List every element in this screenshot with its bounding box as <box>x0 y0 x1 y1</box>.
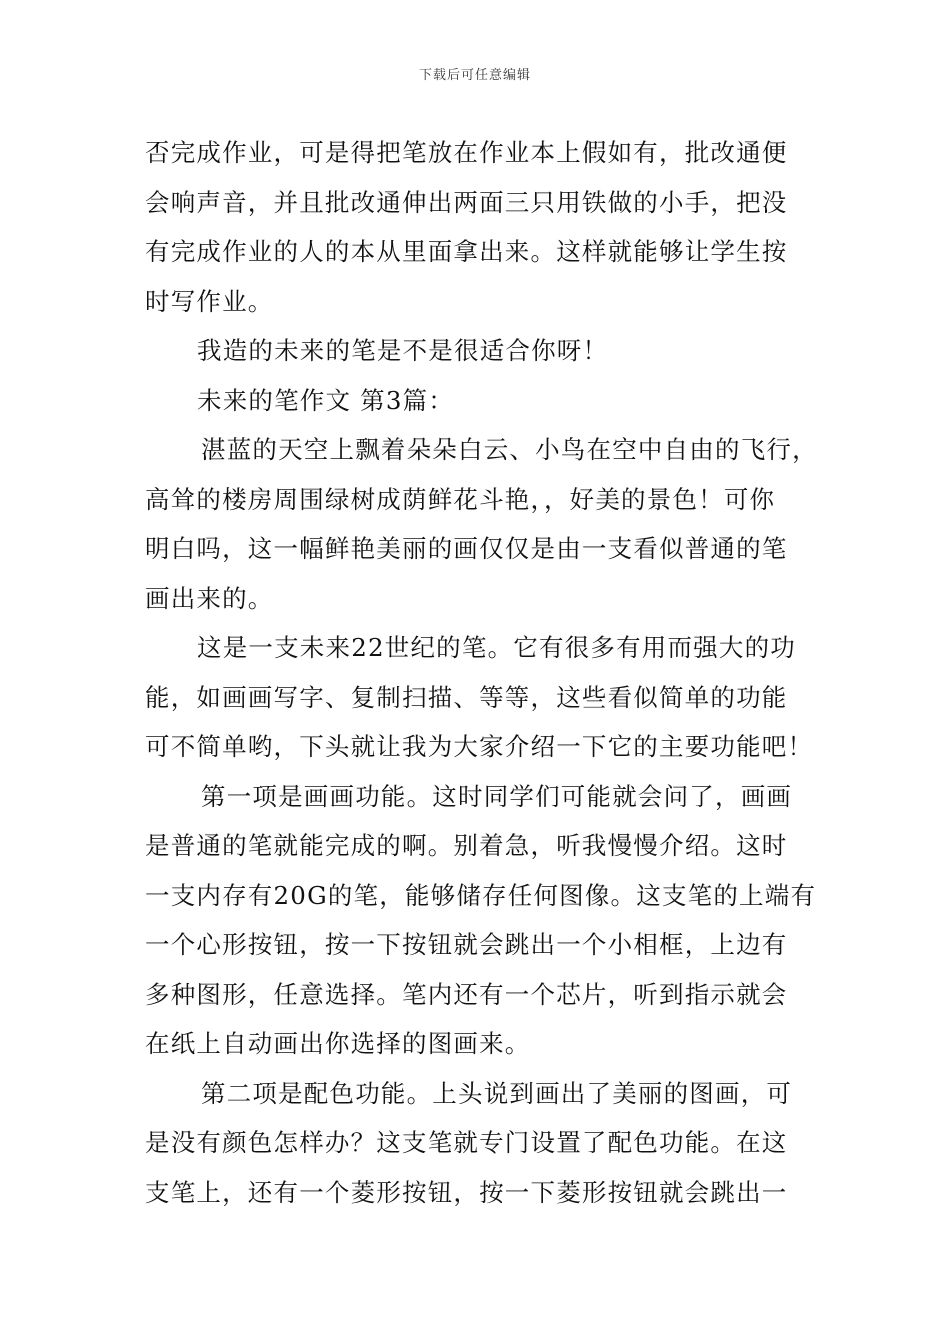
page-header-note: 下载后可任意编辑 <box>418 68 531 83</box>
document-body <box>145 128 818 1217</box>
text-line: 会响声音，并且批改通伸出两面三只用铁做的小手，把没 <box>145 187 788 217</box>
paragraph-start: 这是一支未来22世纪的笔。它有很多有用而强大的功 <box>197 633 796 662</box>
text-line: 时写作业。 <box>145 286 274 316</box>
text-line: 能，如画画写字、复制扫描、等等，这些看似简单的功能 <box>145 682 788 712</box>
paragraph-start: 第一项是画画功能。这时同学们可能就会问了，画画 <box>201 781 793 811</box>
text-line: 有完成作业的人的本从里面拿出来。这样就能够让学生按 <box>145 237 788 266</box>
text-line: 是普通的笔就能完成的啊。别着急，听我慢慢介绍。这时 <box>145 831 788 860</box>
paragraph-start: 我造的未来的笔是不是很适合你呀！ <box>197 336 609 365</box>
text-line: 是没有颜色怎样办？这支笔就专门设置了配色功能。在这 <box>145 1128 788 1157</box>
paragraph-start: 第二项是配色功能。上头说到画出了美丽的图画，可 <box>201 1078 793 1108</box>
paragraph-start: 湛蓝的天空上飘着朵朵白云、小鸟在空中自由的飞行， <box>201 435 818 464</box>
text-line: 可不简单哟，下头就让我为大家介绍一下它的主要功能吧！ <box>145 732 814 761</box>
text-line: 一支内存有20G的笔，能够储存任何图像。这支笔的上端有 <box>145 880 817 910</box>
text-line: 画出来的。 <box>145 583 274 613</box>
text-line: 支笔上，还有一个菱形按钮，按一下菱形按钮就会跳出一 <box>145 1177 788 1207</box>
text-line: 多种图形，任意选择。笔内还有一个芯片，听到指示就会 <box>145 979 788 1009</box>
text-line: 高耸的楼房周围绿树成荫鲜花斗艳，，好美的景色！可你 <box>145 484 776 514</box>
section-heading: 未来的笔作文 第3篇： <box>197 385 455 415</box>
text-line: 一个心形按钮，按一下按钮就会跳出一个小相框，上边有 <box>145 930 788 959</box>
text-line: 明白吗，这一幅鲜艳美丽的画仅仅是由一支看似普通的笔 <box>145 534 788 563</box>
text-line: 在纸上自动画出你选择的图画来。 <box>145 1029 531 1058</box>
text-line: 否完成作业，可是得把笔放在作业本上假如有，批改通便 <box>145 138 788 167</box>
